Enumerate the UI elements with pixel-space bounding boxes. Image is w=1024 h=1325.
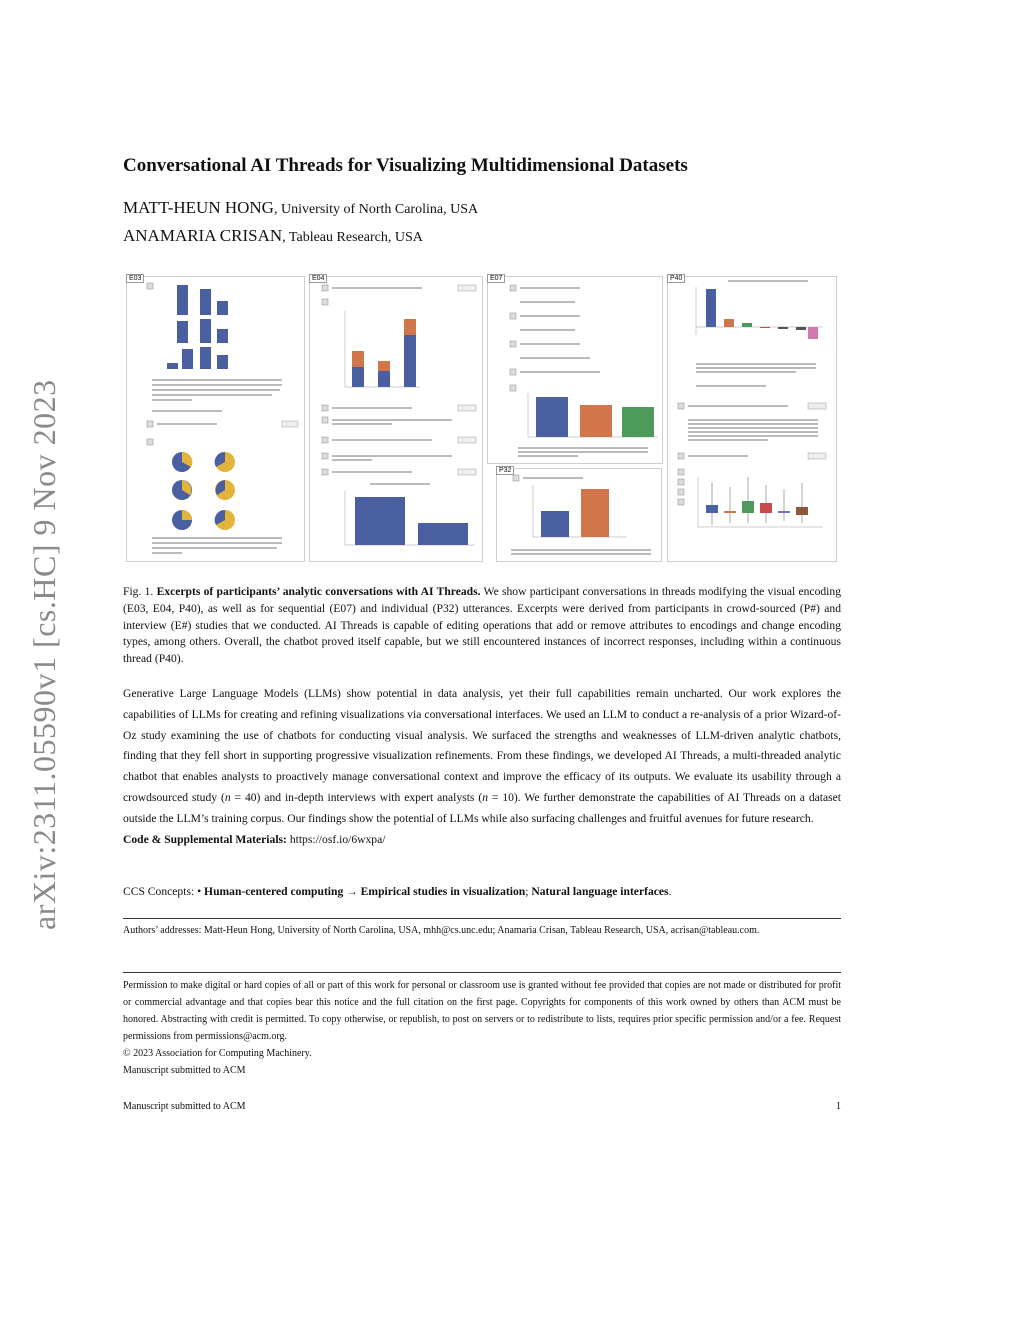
avatar-icon <box>513 475 519 481</box>
manuscript-line: Manuscript submitted to ACM <box>123 1065 246 1076</box>
panel-e04-label: E04 <box>309 274 327 283</box>
panel-p32 <box>496 468 662 562</box>
e07-bar-chart <box>528 393 658 437</box>
avatar-icon <box>147 439 153 445</box>
panel-e07-label: E07 <box>487 274 505 283</box>
author-1 <box>123 198 478 218</box>
abstract-n-2: n <box>482 790 488 804</box>
p40-text-lines <box>696 363 816 387</box>
avatar-icon <box>147 283 153 289</box>
bar <box>167 363 178 369</box>
abstract <box>123 684 841 850</box>
caption-bold: Excerpts of participants’ analytic conversations with AI Threads. <box>156 585 481 598</box>
panel-p40-label: P40 <box>667 274 685 283</box>
panel-e03 <box>126 276 305 562</box>
permission-text: Permission to make digital or hard copies of all or part of this work for personal or classroom use is granted without fee provided that copies are not made or distributed for profit or commercial advantage and that copies bear this notice and the full citation on the first page. Copyrights for components of this work owned by others than ACM must be honored. Abstracting with credit is permitted. To copy otherwise, or republish, to post on servers or to redistribute to lists, requires prior specific permission and/or a fee. Request permissions from permissions@acm.org. <box>123 980 841 1042</box>
ccs-concept-1: Human-centered computing <box>204 885 344 898</box>
author-1-name: MATT-HEUN HONG <box>123 198 274 217</box>
code-label: Code & Supplemental Materials: <box>123 832 287 846</box>
panel-e07-content <box>488 277 662 463</box>
divider <box>123 918 841 919</box>
figure-caption <box>123 584 841 668</box>
author-2-name: ANAMARIA CRISAN <box>123 226 283 245</box>
author-2 <box>123 226 423 246</box>
permission-block <box>123 977 841 1079</box>
copyright-line: © 2023 Association for Computing Machinery. <box>123 1048 312 1059</box>
footer-left: Manuscript submitted to ACM <box>123 1101 246 1112</box>
bar <box>182 349 193 369</box>
bar <box>200 289 211 315</box>
bar <box>217 355 228 369</box>
e04-stacked-bars <box>345 311 420 387</box>
panel-p32-content <box>497 469 661 561</box>
e03-pie-grid <box>172 452 235 530</box>
abstract-n-1: n <box>224 790 231 804</box>
p32-bar-chart <box>533 485 627 537</box>
ccs-concepts <box>123 885 841 898</box>
ccs-concept-2: Empirical studies in visualization <box>360 885 526 898</box>
ccs-label: CCS Concepts: • <box>123 885 205 898</box>
figure-1 <box>123 270 843 566</box>
page-number: 1 <box>836 1101 841 1112</box>
panel-e03-content <box>127 277 304 561</box>
page-footer <box>123 1101 841 1112</box>
e03-text-lines-2 <box>152 537 282 554</box>
code-url[interactable]: https://osf.io/6wxpa/ <box>286 832 386 846</box>
e03-text-lines <box>152 379 282 412</box>
e04-bar-chart <box>345 483 475 545</box>
panel-p40-content <box>668 277 836 561</box>
author-1-affiliation: , University of North Carolina, USA <box>273 202 479 217</box>
ccs-end: . <box>668 885 672 898</box>
avatar-icon <box>322 285 328 291</box>
divider <box>123 972 841 973</box>
caption-label: Fig. 1. <box>123 585 154 598</box>
abstract-part-2: = 40) and in-depth interviews with expert analysts ( <box>230 790 483 804</box>
bar <box>200 347 211 369</box>
bar <box>177 285 188 315</box>
p40-chat-rows <box>678 403 826 505</box>
panel-p32-label: P32 <box>496 466 514 475</box>
ccs-arrow: → <box>343 885 361 898</box>
abstract-part-3: = 10). We further demonstrate the capabilities of AI Threads on a dataset outside the LLM’s training corpus. Our findings show the potential of LLMs while also surfacing challenges and fruitful avenues for future research. <box>123 790 842 825</box>
paper-title: Conversational AI Threads for Visualizing Multidimensional Datasets <box>123 155 688 176</box>
share-button[interactable] <box>458 285 476 291</box>
ccs-concept-3: Natural language interfaces <box>531 885 669 898</box>
bar <box>177 321 188 343</box>
panel-e07 <box>487 276 663 464</box>
p40-boxplot <box>698 477 823 527</box>
caption-text: We show participant conversations in threads modifying the visual encoding (E03, E04, P40), as well as for sequential (E07) and individual (P32) utterances. Excerpts were derived from participants in crowd-sourced (P#) and interview (E#) studies that we conducted. AI Threads is capable of editing operations that add or remove attributes to encodings and change encoding types, among others. Overall, the chatbot proved itself capable, but we still encountered instances of incorrect responses, including within a continuous thread (P40). <box>123 585 841 666</box>
abstract-part-1: Generative Large Language Models (LLMs) show potential in data analysis, yet their full capabilities remain uncharted. Our work explores the capabilities of LLMs for creating and refining visualizations via conversational interfaces. We used an LLM to conduct a re-analysis of a prior Wizard-of-Oz study examining the use of chatbots for conducting visual analysis. We surfaced the strengths and weaknesses of LLM-driven analytic chatbots, finding that they fell short in supporting progressive visualization refinements. From these findings, we developed AI Threads, a multi-threaded analytic chatbot that enables analysts to proactively manage conversational context and improve the efficacy of its outputs. We evaluate its usability through a crowdsourced study ( <box>123 687 841 804</box>
panel-e03-label: E03 <box>126 274 144 283</box>
author-2-affiliation: , Tableau Research, USA <box>282 230 423 245</box>
panel-p40 <box>667 276 837 562</box>
e04-chat-rows <box>322 405 476 475</box>
panel-e04 <box>309 276 483 562</box>
e07-chat-rows <box>510 285 600 391</box>
avatar-icon <box>322 299 328 305</box>
bar <box>217 301 228 315</box>
e03-bar-grid <box>167 285 228 369</box>
share-button[interactable] <box>282 421 298 427</box>
bar <box>200 319 211 343</box>
panel-e04-content <box>310 277 482 561</box>
arxiv-identifier: arXiv:2311.05590v1 [cs.HC] 9 Nov 2023 <box>26 379 62 930</box>
avatar-icon <box>147 421 153 427</box>
ccs-separator: ; <box>525 885 532 898</box>
authors-addresses: Authors’ addresses: Matt-Heun Hong, University of North Carolina, USA, mhh@cs.unc.edu; Anamaria Crisan, Tableau Research, USA, acrisan@tableau.com. <box>123 925 760 936</box>
p40-correlation-bars <box>696 280 823 339</box>
bar <box>217 329 228 343</box>
